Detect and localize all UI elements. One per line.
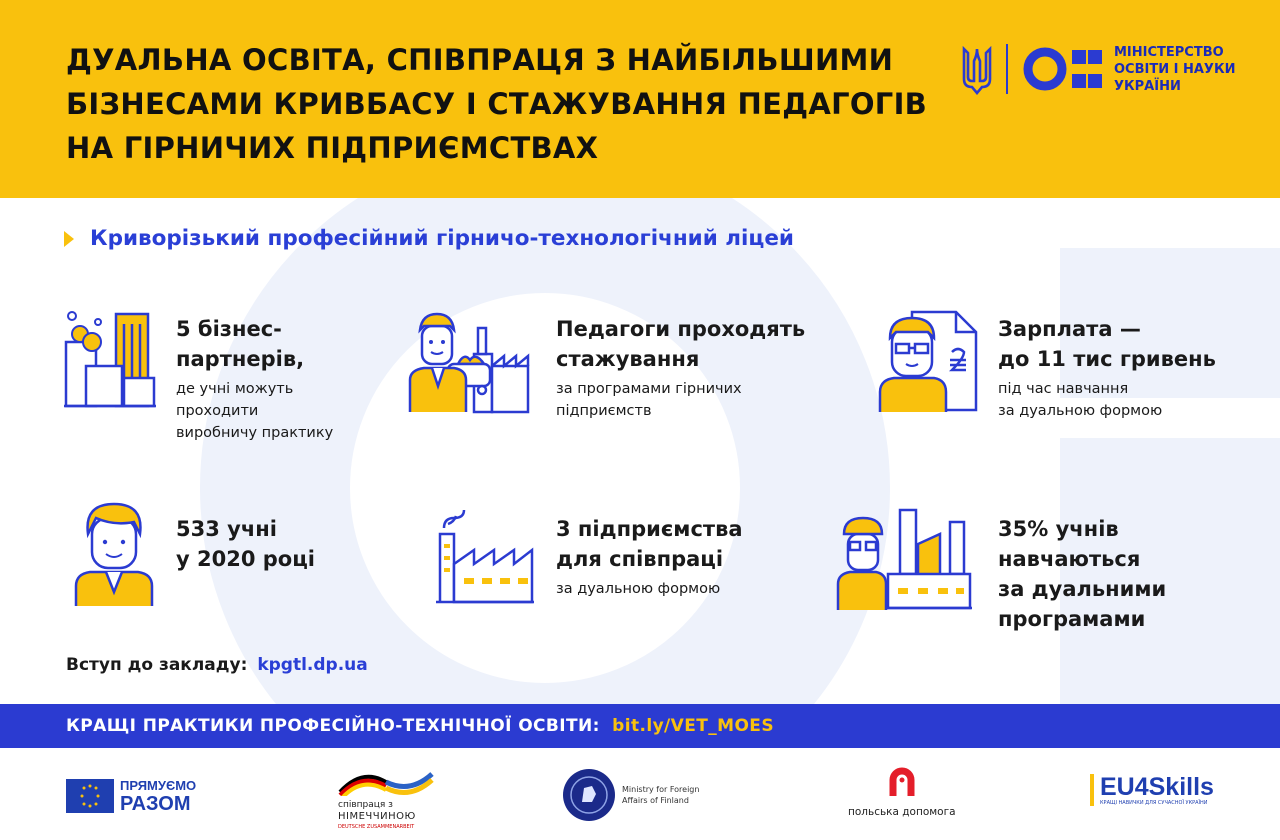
school-subtitle [64,226,794,251]
eu4skills-subtitle: КРАЩІ НАВИЧКИ ДЛЯ СУЧАСНОЇ УКРАЇНИ [1100,800,1208,806]
card-detail: за дуальною формою [556,581,721,597]
arrow-right-icon [64,231,74,247]
card-students-count [176,514,315,574]
partner-logos [0,748,1280,840]
flags-ribbon-icon [338,768,434,796]
polish-aid-text: польська допомога [848,806,956,818]
card-salary [998,314,1216,422]
footer-label: КРАЩІ ПРАКТИКИ ПРОФЕСІЙНО-ТЕХНІЧНОЇ ОСВІТИ: [66,716,600,736]
eu-logo-line-2: РАЗОМ [120,793,191,815]
title-line-1: ДУАЛЬНА ОСВІТА, СПІВПРАЦЯ З НАЙБІЛЬШИМИ [66,43,894,77]
card-headline: Зарплата — [998,317,1141,341]
enrollment-info [66,655,368,675]
card-headline: партнерів, [176,347,305,371]
student-icon [72,500,156,608]
engineer-plant-icon [834,504,974,614]
title-line-3: НА ГІРНИЧИХ ПІДПРИЄМСТВАХ [66,131,599,165]
best-practices-banner [66,716,774,736]
city-buildings-icon [62,306,158,410]
card-detail: проходити [176,403,259,419]
card-headline: Педагоги проходять [556,317,806,341]
eu4skills-logo [1090,774,1214,806]
finland-seal-icon [562,768,616,822]
card-detail: за дуальною формою [998,403,1163,419]
finland-line-2: Affairs of Finland [622,796,689,805]
finland-line-1: Ministry for Foreign [622,785,700,794]
card-headline: до 11 тис гривень [998,347,1216,371]
card-headline: навчаються [998,547,1141,571]
ministry-logo [960,42,1235,96]
card-teacher-internships [556,314,805,422]
finland-mfa-logo [562,768,699,822]
person-hryvnia-document-icon [876,308,980,414]
eu4skills-bar [1090,774,1094,806]
footer-bar [0,704,1280,748]
card-headline: 533 учні [176,517,277,541]
footer-link[interactable]: bit.ly/VET_MOES [612,716,774,736]
card-enterprises [556,514,743,600]
eu-logo-line-1: ПРЯМУЄМО [120,778,197,793]
card-headline: для співпраці [556,547,724,571]
germany-cooperation-logo [338,768,434,833]
ministry-line-2: ОСВІТИ І НАУКИ [1114,61,1236,77]
ministry-line-1: МІНІСТЕРСТВО [1114,44,1224,60]
germany-line-1: співпраця з [338,800,393,810]
divider [1006,44,1008,94]
school-website-link[interactable]: kpgtl.dp.ua [257,655,368,675]
card-headline: програмами [998,607,1146,631]
mon-logo-icon [1022,44,1102,94]
card-detail: виробничу практику [176,425,334,441]
germany-line-2: НІМЕЧЧИНОЮ [338,811,416,822]
polish-aid-logo [848,766,956,818]
school-name: Криворізький професійний гірничо-технологічний ліцей [90,226,794,251]
card-dual-programs [998,514,1166,634]
card-headline: 35% учнів [998,517,1119,541]
page-title [66,38,946,170]
card-detail: під час навчання [998,381,1129,397]
card-headline: за дуальними [998,577,1167,601]
header-banner [0,0,1280,198]
germany-line-3: DEUTSCHE ZUSAMMENARBEIT [338,824,415,830]
ministry-line-3: УКРАЇНИ [1114,78,1181,94]
card-detail: де учні можуть [176,381,294,397]
card-headline: стажування [556,347,700,371]
factory-icon [434,504,536,606]
eu-together-logo [66,778,196,814]
card-headline: 3 підприємства [556,517,743,541]
trident-icon [960,43,994,95]
teacher-factory-icon [404,308,536,416]
enrollment-label: Вступ до закладу: [66,655,248,675]
card-detail: за програмами гірничих [556,381,742,397]
eu4skills-title: EU4Skills [1100,773,1214,801]
eu-flag-icon [66,779,114,813]
title-line-2: БІЗНЕСАМИ КРИВБАСУ І СТАЖУВАННЯ ПЕДАГОГІВ [66,87,928,121]
polish-aid-icon [885,766,919,800]
card-headline: 5 бізнес- [176,317,282,341]
card-business-partners [176,314,333,444]
ministry-name [1114,44,1235,95]
card-detail: підприємств [556,403,652,419]
card-headline: у 2020 році [176,547,315,571]
